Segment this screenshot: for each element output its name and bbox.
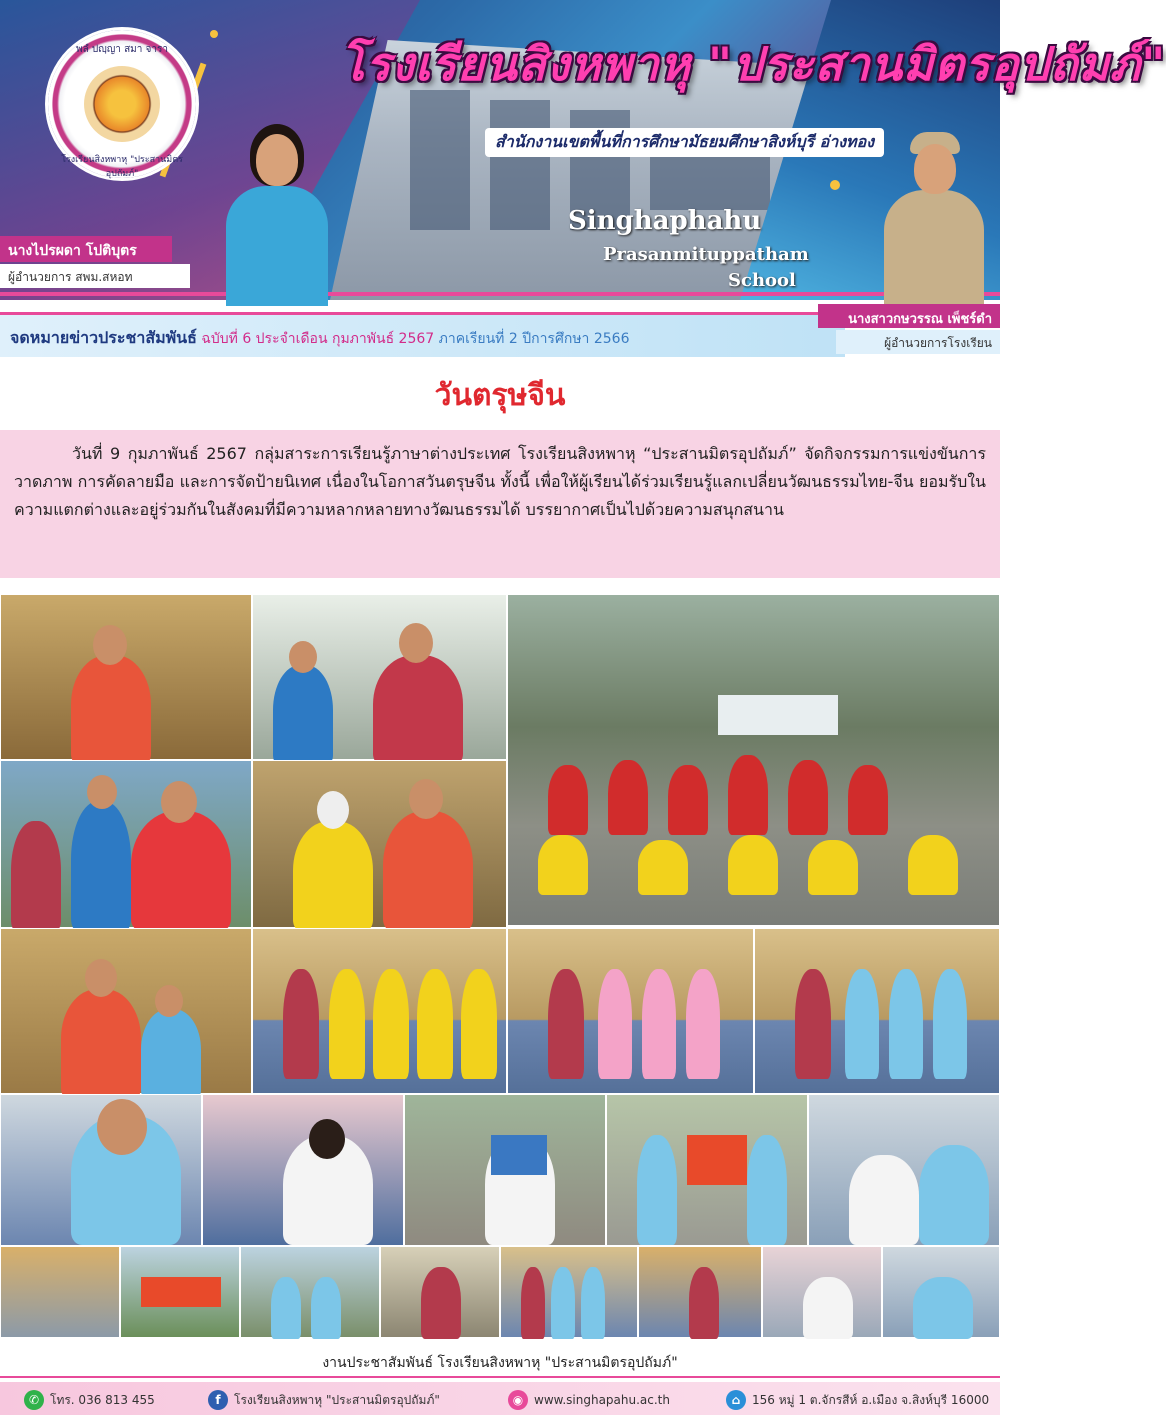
newsletter-info xyxy=(10,326,630,351)
banner-stripe xyxy=(0,292,1000,296)
newsletter-label: จดหมายข่าวประชาสัมพันธ์ xyxy=(10,328,197,347)
footer-divider xyxy=(0,1376,1000,1378)
decor-dot xyxy=(210,30,218,38)
photo-collage xyxy=(0,594,1000,1338)
article-body-box xyxy=(0,430,1000,578)
right-person-name: นางสาวกษวรรณ เพ็ชร์ดำ xyxy=(848,312,992,327)
header-banner xyxy=(0,0,1166,300)
article-body: วันที่ 9 กุมภาพันธ์ 2567 กลุ่มสาระการเรียนรู้ภาษาต่างประเทศ โรงเรียนสิงหพาหุ “ประสานมิตรอุปถัมภ์” จัดกิจกรรมการแข่งขันการวาดภาพ การคัดลายมือ และการจัดป้ายนิเทศ เนื่องในโอกาสวันตรุษจีน ทั้งนี้ เพื่อให้ผู้เรียนได้ร่วมเรียนรู้แลกเปลี่ยนวัฒนธรรมไทย-จีน ยอมรับในความแตกต่างและอยู่ร่วมกันในสังคมที่มีความหลากหลายทางวัฒนธรรมได้ บรรยากาศเป็นไปด้วยความสนุกสนาน xyxy=(14,444,986,519)
school-name-thai: โรงเรียนสิงหพาหุ "ประสานมิตรอุปถัมภ์" xyxy=(340,37,1166,91)
decor-dot xyxy=(830,180,840,190)
facebook-text: โรงเรียนสิงหพาหุ "ประสานมิตรอุปถัมภ์" xyxy=(234,1392,440,1407)
event-photo xyxy=(120,1246,240,1338)
footer-department: งานประชาสัมพันธ์ โรงเรียนสิงหพาหุ "ประสานมิตรอุปถัมภ์" xyxy=(322,1355,678,1371)
facebook-icon: f xyxy=(208,1390,228,1410)
footer-website[interactable] xyxy=(508,1390,670,1410)
event-photo xyxy=(252,594,507,760)
school-name-en-line1: Singhaphahu xyxy=(568,206,762,236)
logo-emblem xyxy=(84,66,160,142)
logo-motto: พลํ ปญฺญา สมา จารา xyxy=(75,44,169,55)
event-photo xyxy=(240,1246,380,1338)
newsletter-issue: ฉบับที่ 6 ประจำเดือน กุมภาพันธ์ 2567 xyxy=(201,331,435,347)
event-photo xyxy=(882,1246,1000,1338)
phone-icon: ✆ xyxy=(24,1390,44,1410)
left-person-name: นางไปรผดา โปติบุตร xyxy=(8,243,137,259)
event-photo xyxy=(638,1246,762,1338)
school-name-en-line2: Prasanmituppatham xyxy=(603,244,809,265)
event-photo xyxy=(606,1094,808,1246)
left-person-name-box xyxy=(0,236,172,262)
home-icon: ⌂ xyxy=(726,1390,746,1410)
footer-facebook[interactable] xyxy=(208,1390,440,1410)
event-photo xyxy=(202,1094,404,1246)
event-photo xyxy=(0,928,252,1094)
event-photo xyxy=(404,1094,606,1246)
school-name-en-line3: School xyxy=(728,270,796,291)
article-title: วันตรุษจีน xyxy=(434,378,566,413)
school-logo xyxy=(48,30,196,178)
event-photo xyxy=(0,760,252,928)
right-person-name-box xyxy=(818,304,1000,328)
right-person-photo xyxy=(880,130,990,300)
event-photo xyxy=(507,594,1000,926)
event-photo xyxy=(762,1246,882,1338)
right-person-role-box xyxy=(836,330,1000,354)
left-person-role-box xyxy=(0,264,190,288)
education-office: สำนักงานเขตพื้นที่การศึกษามัธยมศึกษาสิงห์บุรี อ่างทอง xyxy=(485,128,884,157)
event-photo xyxy=(252,760,507,928)
event-photo xyxy=(507,928,754,1094)
event-photo xyxy=(252,928,507,1094)
event-photo xyxy=(808,1094,1000,1246)
event-photo xyxy=(0,1094,202,1246)
event-photo xyxy=(380,1246,500,1338)
address-text: 156 หมู่ 1 ต.จักรสีห์ อ.เมือง จ.สิงห์บุรี 16000 xyxy=(752,1392,990,1407)
footer-phone xyxy=(24,1390,155,1410)
newsletter-term: ภาคเรียนที่ 2 ปีการศึกษา 2566 xyxy=(438,331,630,347)
web-icon: ◉ xyxy=(508,1390,528,1410)
footer-contact-bar xyxy=(0,1382,1000,1415)
right-person-role: ผู้อำนวยการโรงเรียน xyxy=(884,336,992,350)
website-text: www.singhapahu.ac.th xyxy=(534,1393,670,1407)
event-photo xyxy=(500,1246,638,1338)
left-person-photo xyxy=(222,120,332,300)
left-person-role: ผู้อำนวยการ สพม.สหอท xyxy=(8,270,133,284)
footer-address xyxy=(726,1390,989,1410)
event-photo xyxy=(754,928,1000,1094)
event-photo xyxy=(0,1246,120,1338)
newsletter-bar xyxy=(0,312,845,357)
event-photo xyxy=(0,594,252,760)
phone-text: โทร. 036 813 455 xyxy=(50,1392,155,1407)
logo-school-name: โรงเรียนสิงหพาหุ "ประสานมิตรอุปถัมภ์" xyxy=(61,155,183,179)
